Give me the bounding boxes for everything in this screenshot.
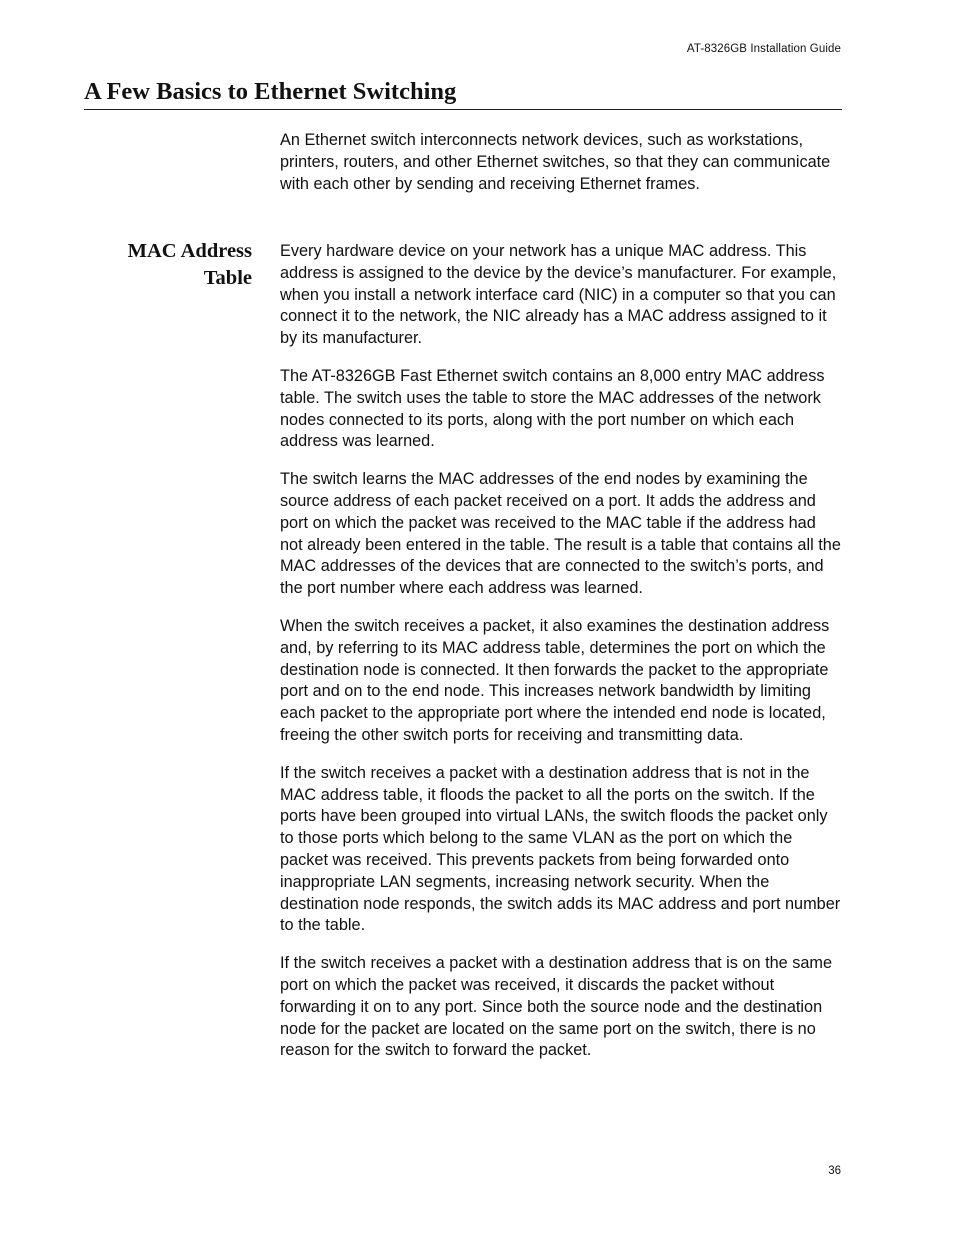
heading-line: MAC Address [127,240,252,262]
heading-line: Table [203,267,252,289]
mac-table-body [280,241,842,1078]
running-header: AT-8326GB Installation Guide [686,43,841,55]
page-number: 36 [828,1165,841,1177]
intro-block [280,130,842,211]
body-paragraph: The AT-8326GB Fast Ethernet switch contains an 8,000 entry MAC address table. The switch uses the table to store the MAC addresses of the network nodes connected to its ports, along with the port number on which each address was learned. [280,366,825,451]
body-paragraph: Every hardware device on your network has a unique MAC address. This address is assigned to the device by the device’s manufacturer. For example, when you install a network interface card (NIC) in a computer so that you can connect it to the network, the NIC already has a MAC address assigned to it by its manufacturer. [280,242,837,348]
section-title: A Few Basics to Ethernet Switching [84,78,842,110]
body-paragraph: The switch learns the MAC addresses of the end nodes by examining the source address of each packet received on a port. It adds the address and port on which the packet was received to the MAC table if the address had not already been entered in the table. The result is a table that contains all the MAC addresses of the devices that are connected to the switch’s ports, and the port number where each address was learned. [280,470,841,598]
body-paragraph: If the switch receives a packet with a destination address that is not in the MAC address table, it floods the packet to all the ports on the switch. If the ports have been grouped into virtual LANs, the switch floods the packet only to those ports which belong to the same VLAN as the port on which the packet was received. This prevents packets from being forwarded onto inappropriate LAN segments, increasing network security. When the destination node responds, the switch adds its MAC address and port number to the table. [280,763,841,935]
intro-paragraph: An Ethernet switch interconnects network devices, such as workstations, printers, routers, and other Ethernet switches, so that they can communicate with each other by sending and receiving Ethernet frames. [280,131,831,193]
body-paragraph: When the switch receives a packet, it also examines the destination address and, by referring to its MAC address table, determines the port on which the destination node is connected. It then forwards the packet to the appropriate port and on to the end node. This increases network bandwidth by limiting each packet to the appropriate port where the intended end node is located, freeing the other switch ports for receiving and transmitting data. [280,616,830,744]
body-paragraph: If the switch receives a packet with a destination address that is on the same port on which the packet was received, it discards the packet without forwarding it on to any port. Since both the source node and the destination node for the packet are located on the same port on the switch, there is no reason for the switch to forward the packet. [280,954,833,1060]
mac-address-table-heading [128,238,252,292]
